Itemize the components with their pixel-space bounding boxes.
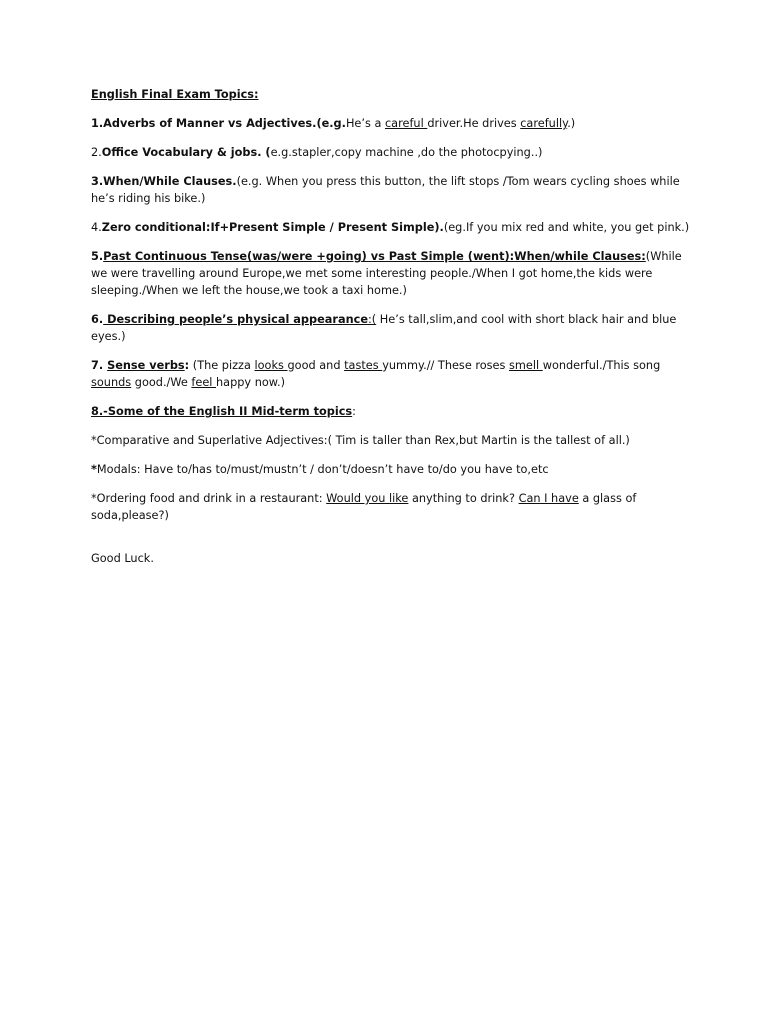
midterm-item-ordering-would: Would you like bbox=[326, 492, 409, 505]
topic-5-number: 5. bbox=[91, 250, 104, 263]
closing-line bbox=[91, 550, 691, 567]
topic-7-text-6: happy now.) bbox=[216, 376, 285, 389]
topic-5-heading: Past Continuous Tense(was/were +going) vs Past Simple (went):When/while Clauses: bbox=[103, 250, 646, 263]
document-page bbox=[91, 86, 691, 579]
midterm-item-modals bbox=[91, 461, 691, 478]
topic-7-sounds: sounds bbox=[91, 376, 132, 389]
topic-1-text-2: driver.He drives bbox=[427, 117, 521, 130]
topic-3 bbox=[91, 173, 691, 207]
topic-7-text-5: good./We bbox=[131, 376, 192, 389]
topic-7-feel: feel bbox=[191, 376, 216, 389]
topic-1-text: He’s a bbox=[345, 117, 385, 130]
topic-2 bbox=[91, 144, 691, 161]
topic-6 bbox=[91, 311, 691, 345]
topic-7-number: 7. bbox=[91, 359, 108, 372]
topic-4-heading: Zero conditional:If+Present Simple / Present Simple). bbox=[101, 221, 444, 234]
midterm-item-ordering-text-3: a glass of soda,please?) bbox=[91, 492, 637, 522]
midterm-item-comparatives bbox=[91, 432, 691, 449]
midterm-item-ordering-text: *Ordering food and drink in a restaurant: bbox=[91, 492, 327, 505]
topic-7-smell: smell bbox=[508, 359, 543, 372]
topic-7-text-4: wonderful./This song bbox=[542, 359, 661, 372]
closing-text: Good Luck. bbox=[91, 552, 154, 565]
topic-1-carefully: carefully bbox=[520, 117, 568, 130]
topic-1-careful: careful bbox=[384, 117, 428, 130]
topic-5 bbox=[91, 248, 691, 299]
midterm-item-modals-text: Modals: Have to/has to/must/mustn’t / don’t/doesn’t have to/do you have to,etc bbox=[96, 463, 549, 476]
topic-7-text-2: good and bbox=[287, 359, 345, 372]
document-title bbox=[91, 86, 691, 103]
topic-7-heading: Sense verbs bbox=[107, 359, 185, 372]
topic-2-number: 2. bbox=[91, 146, 102, 159]
topic-3-text: (e.g. When you press this button, the lift stops /Tom wears cycling shoes while he’s riding his bike.) bbox=[91, 175, 680, 205]
topic-2-heading: Office Vocabulary & jobs. ( bbox=[101, 146, 271, 159]
topic-7-text-3: yummy.// These roses bbox=[382, 359, 509, 372]
topic-6-text: He’s tall,slim,and cool with short black hair and blue eyes.) bbox=[91, 313, 677, 343]
topic-8 bbox=[91, 403, 691, 420]
topic-1-text-3: .) bbox=[567, 117, 576, 130]
midterm-item-ordering bbox=[91, 490, 691, 524]
topic-4 bbox=[91, 219, 691, 236]
midterm-item-ordering-text-2: anything to drink? bbox=[408, 492, 519, 505]
topic-3-heading: 3.When/While Clauses. bbox=[91, 175, 237, 188]
topic-7-colon: : bbox=[184, 359, 190, 372]
topic-7 bbox=[91, 357, 691, 391]
topic-1-heading: 1.Adverbs of Manner vs Adjectives.(e.g. bbox=[91, 117, 346, 130]
topic-2-text: e.g.stapler,copy machine ,do the photocpying..) bbox=[270, 146, 543, 159]
topic-6-number: 6. bbox=[91, 313, 104, 326]
topic-8-colon: : bbox=[352, 405, 356, 418]
title-text: English Final Exam Topics: bbox=[91, 88, 259, 101]
topic-6-heading: Describing people’s physical appearance bbox=[103, 313, 368, 326]
topic-7-looks: looks bbox=[254, 359, 288, 372]
topic-7-text: (The pizza bbox=[189, 359, 255, 372]
topic-4-number: 4. bbox=[91, 221, 102, 234]
topic-8-heading: 8.-Some of the English II Mid-term topics bbox=[91, 405, 353, 418]
topic-7-tastes: tastes bbox=[344, 359, 383, 372]
midterm-item-comparatives-text: *Comparative and Superlative Adjectives:( Tim is taller than Rex,but Martin is the tallest of all.) bbox=[91, 434, 630, 447]
midterm-item-modals-star: * bbox=[91, 463, 97, 476]
topic-1 bbox=[91, 115, 691, 132]
topic-6-colon: :( bbox=[367, 313, 377, 326]
topic-4-text: (eg.If you mix red and white, you get pink.) bbox=[443, 221, 690, 234]
topic-5-text: (While we were travelling around Europe,we met some interesting people./When I got home,the kids were sleeping./When we left the house,we took a taxi home.) bbox=[91, 250, 682, 297]
midterm-item-ordering-can: Can I have bbox=[518, 492, 579, 505]
